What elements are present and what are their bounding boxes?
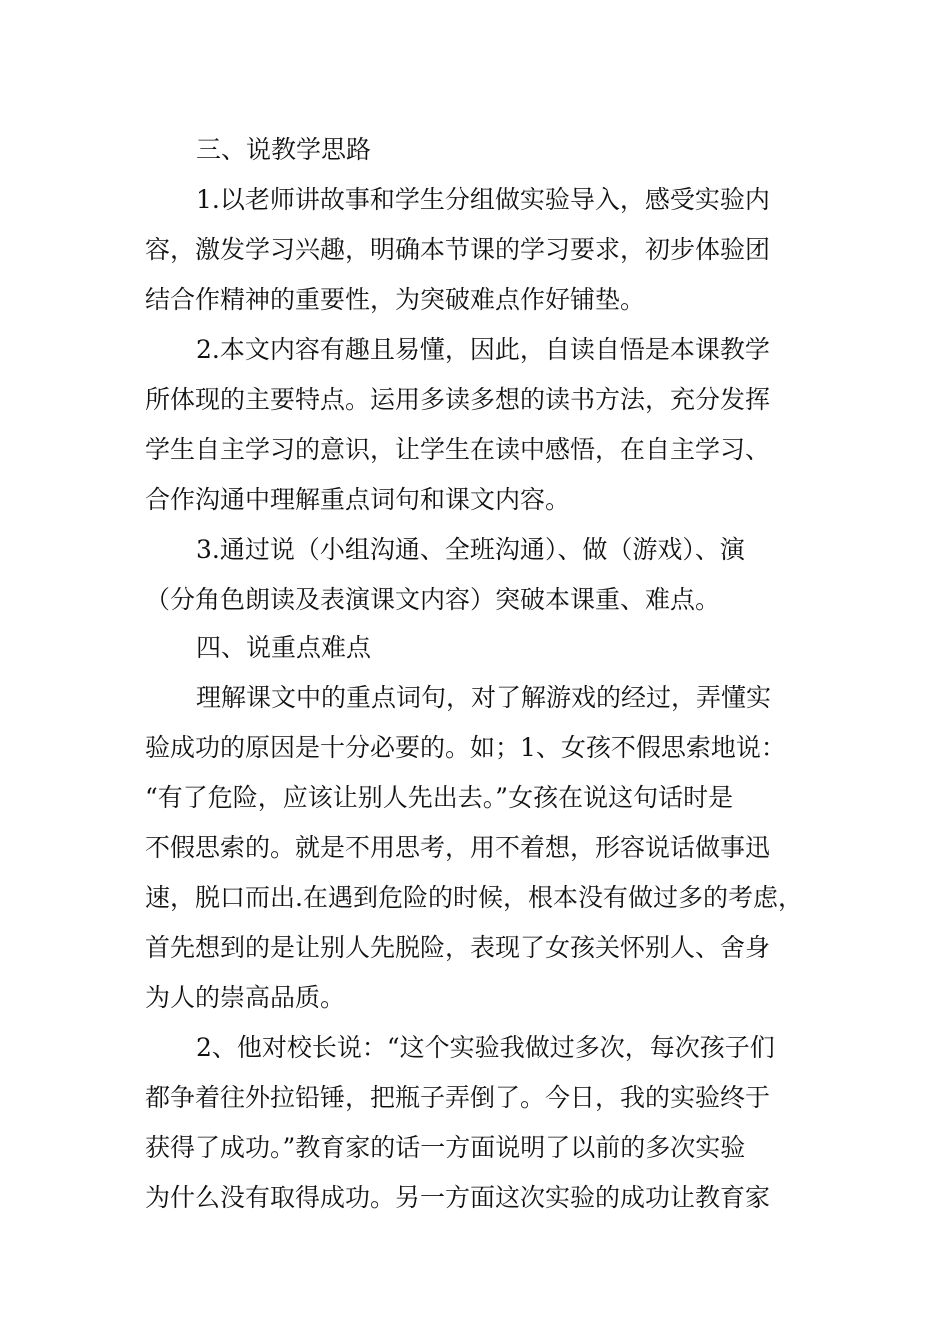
paragraph-line: 不假思索的。就是不用思考，用不着想，形容说话做事迅 <box>145 833 771 862</box>
paragraph-line: 2.本文内容有趣且易懂，因此，自读自悟是本课教学 <box>196 335 770 364</box>
paragraph-line: 都争着往外拉铅锤，把瓶子弄倒了。今日，我的实验终于 <box>145 1083 771 1112</box>
paragraph-line: 首先想到的是让别人先脱险，表现了女孩关怀别人、舍身 <box>145 933 771 962</box>
paragraph-line: 理解课文中的重点词句，对了解游戏的经过，弄懂实 <box>196 683 772 712</box>
paragraph-line: 为人的崇高品质。 <box>145 983 346 1012</box>
paragraph-line: 获得了成功。”教育家的话一方面说明了以前的多次实验 <box>145 1133 746 1162</box>
paragraph-line: （分角色朗读及表演课文内容）突破本课重、难点。 <box>145 585 721 614</box>
section-heading-key-difficulties: 四、说重点难点 <box>196 633 372 662</box>
paragraph-line: 3.通过说（小组沟通、全班沟通）、做（游戏）、演 <box>196 535 745 564</box>
paragraph-line: 为什么没有取得成功。另一方面这次实验的成功让教育家 <box>145 1183 771 1212</box>
paragraph-line: 学生自主学习的意识，让学生在读中感悟，在自主学习、 <box>145 435 771 464</box>
paragraph-line: 所体现的主要特点。运用多读多想的读书方法，充分发挥 <box>145 385 771 414</box>
paragraph-line: 容，激发学习兴趣，明确本节课的学习要求，初步体验团 <box>145 235 771 264</box>
paragraph-line: 结合作精神的重要性，为突破难点作好铺垫。 <box>145 285 646 314</box>
paragraph-line: 2、他对校长说：“这个实验我做过多次，每次孩子们 <box>196 1033 775 1062</box>
paragraph-line: 验成功的原因是十分必要的。如；1、女孩不假思索地说： <box>145 733 786 762</box>
paragraph-line: 1.以老师讲故事和学生分组做实验导入，感受实验内 <box>196 185 770 214</box>
paragraph-line: 速，脱口而出.在遇到危险的时候，根本没有做过多的考虑， <box>145 883 803 912</box>
section-heading-teaching-approach: 三、说教学思路 <box>196 135 372 164</box>
paragraph-line: 合作沟通中理解重点词句和课文内容。 <box>145 485 571 514</box>
paragraph-line: “有了危险，应该让别人先出去。”女孩在说这句话时是 <box>145 783 734 812</box>
